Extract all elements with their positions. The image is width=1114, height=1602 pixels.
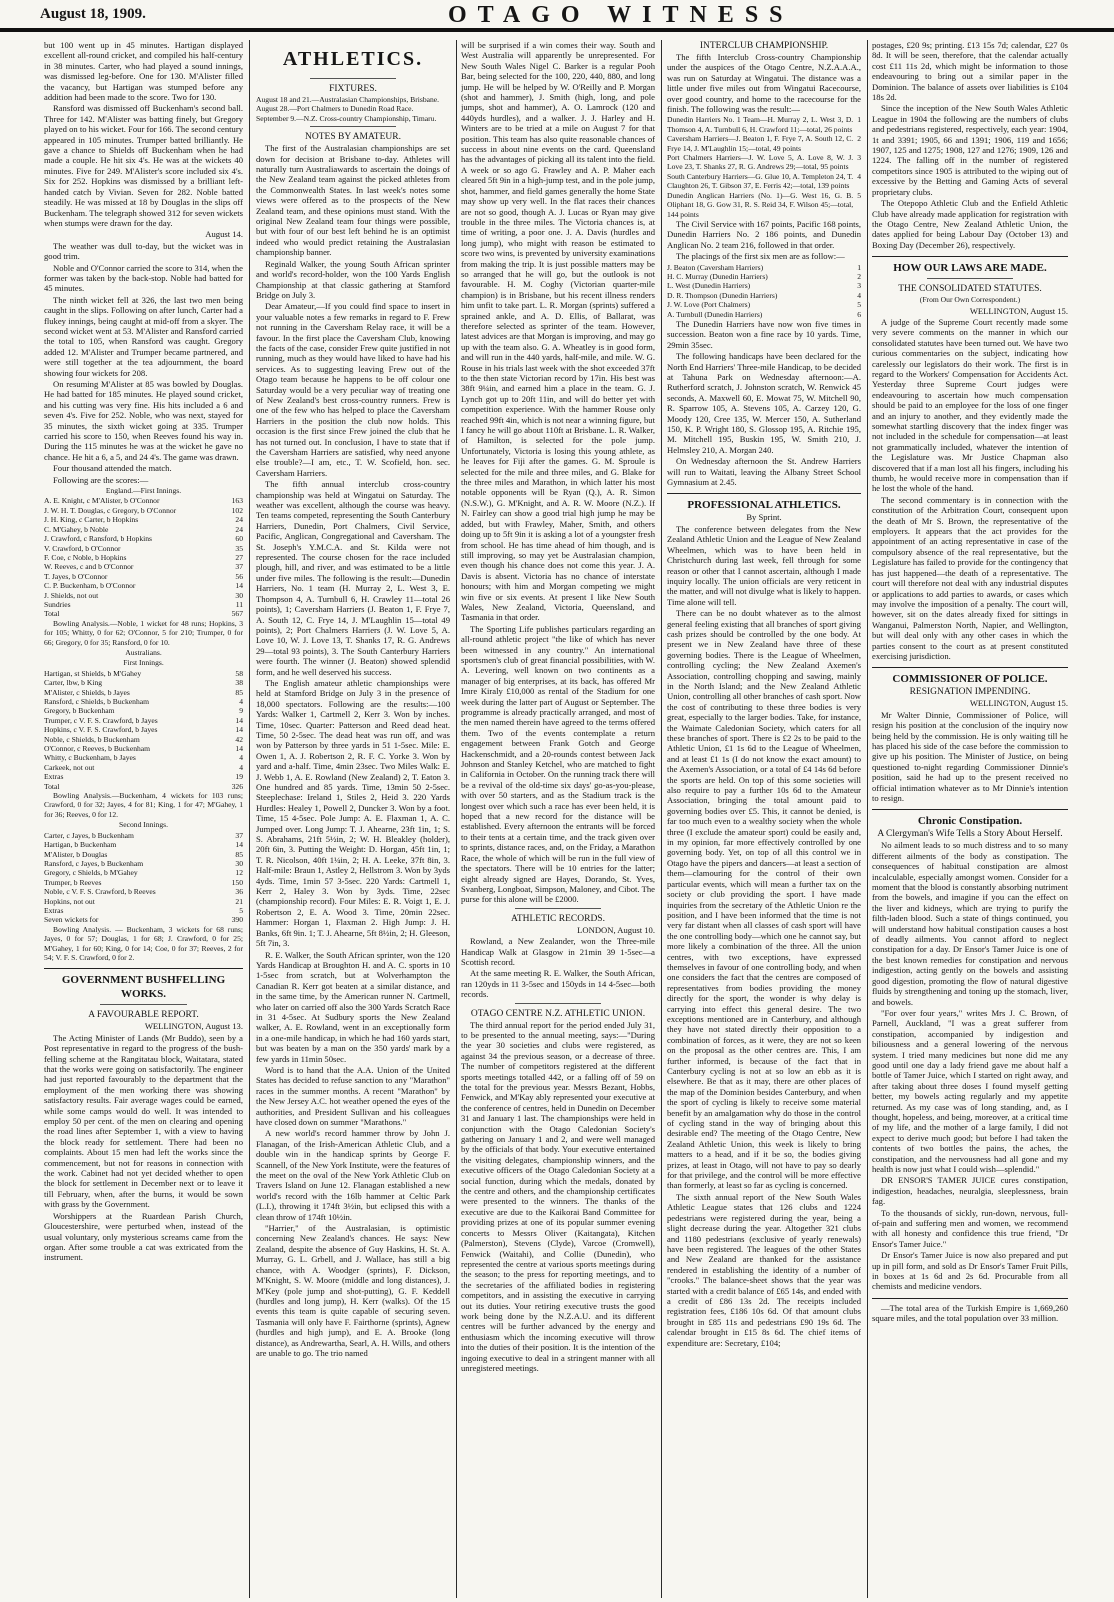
score-row-value: 85 (235, 687, 243, 697)
score-row (44, 600, 243, 609)
article-paragraph: Worshippers at the Ruardean Parish Church, Gloucestershire, were perturbed when, instead of the usual voluntary, only mysterious screams came from the organ. After some trouble a cat was extricated from the instrument. (44, 1210, 243, 1263)
score-row-label: Gregory, b Buckenham (44, 706, 115, 716)
score-row-value: 3 (857, 153, 861, 163)
score-row-label: Hartigan, st Shields, b M'Gahey (44, 668, 142, 678)
score-row (44, 772, 243, 781)
score-row (44, 688, 243, 697)
article-subheadline: RESIGNATION IMPENDING. (909, 687, 1031, 698)
cricket-paragraph: Four thousand attended the match. (53, 463, 172, 474)
score-row (44, 581, 243, 590)
score-row-value: 24 (235, 515, 243, 525)
australia-first-total (44, 782, 243, 791)
score-row (44, 553, 243, 562)
article-headline: HOW OUR LAWS ARE MADE. (893, 262, 1047, 275)
score-row (44, 534, 243, 543)
score-row-value: 5 (857, 300, 861, 310)
score-row-label: Trumper, b Reeves (44, 877, 102, 887)
article-paragraph: Reginald Walker, the young South African sprinter and world's record-holder, won the 100 Yards English Championship at that classic gathering at Stamford Bridge on July 3. (256, 258, 450, 300)
score-row-label: Carkeek, not out (44, 762, 95, 772)
score-row-value: 36 (235, 887, 243, 897)
score-row-label: J. W. Love (Port Chalmers) (667, 300, 751, 310)
score-row (44, 859, 243, 868)
score-row (667, 300, 861, 309)
score-row-value: 4 (239, 753, 243, 763)
score-row-label: Dunedin Anglican Harriers (No. 1)—G. West 16, G. B. Oliphant 18, G. Gow 31, R. S. Reid 34, F. Wilson 45;—total, 144 points (667, 190, 854, 219)
score-row-label: D. R. Thompson (Dunedin Harriers) (667, 290, 778, 300)
advertisement-paragraph: Dr Ensor's Tamer Juice is now also prepared and put up in pill form, and sold as Dr Ensor's Tamer Fruit Pills, in boxes at 1s 6d and 2s 6d. Procurable from all chemists and medicine vendors. (872, 1250, 1068, 1292)
article-paragraph: A new world's record hammer throw by John J. Flanagan, of the Irish-American Athletic Club, and a double win in the handicap sprints by George F. Scannell, of the New York Institute, were the features of the meet on the oval of the New York Athletic Club on Travers Island on June 12. Flanagan established a new world's record with the 16lb hammer at Celtic Park (L.I.), throwing it 174ft 3½in, but eclipsed this with a clean throw of 174ft 10½in. (256, 1128, 450, 1222)
article-paragraph: Dear Amateur,—If you could find space to insert in your valuable notes a few remarks in regard to F. Frew not running in the Caversham Relay race, it will be a favour. In the first place the Caversham Club, knowing the facts of the case, consider Frew quite justified in not running, much as they would have liked to have had his services. As to suggesting leaving Frew out of the Otago team because he happens to be off colour one Saturday would be a very peculiar way of treating one of New Zealand's best cross-country runners. Frew is one of the few who has helped to place the Caversham Harriers in the position the club now holds. This occasion is the first since Frew joined the club that he has not turned out. In conclusion, I have to state that if the Caversham Harriers are satisfied, why need anyone else trouble?—I am, etc., T. W. Scofield, hon. sec. Caversham Harriers. (256, 301, 450, 478)
bowling-analysis: Bowling Analysis. — Buckenham, 3 wickets for 68 runs; Jayes, 0 for 57; Douglas, 1 for 68; J. Crawford, 0 for 25; M'Gahey, 1 for 60; King, 0 for 14; Coe, 0 for 37; Reeves, 2 for 54; V. F. S. Crawford, 0 for 2. (44, 924, 243, 962)
score-row-label: J. W. H. T. Douglas, c Gregory, b O'Connor (44, 505, 177, 515)
score-row (44, 669, 243, 678)
score-row-label: Extras (44, 905, 64, 915)
score-row-label: Caversham Harriers—J. Beaton 1, F. Frye 7, A. South 12, C. Frye 14, J. M'Laughlin 15;—total, 49 points (667, 134, 854, 153)
score-row (667, 263, 861, 272)
cricket-paragraph: Noble and O'Connor carried the score to 314, when the former was taken by the back-stop. Noble had batted for 45 minutes. (44, 262, 243, 294)
dateline: WELLINGTON, August 15. (969, 698, 1068, 709)
score-row-value: 150 (231, 877, 243, 887)
article-paragraph: The fifth annual interclub cross-country championship was held at Wingatui on Saturday. The weather was excellent, although the course was heavy. Ten teams competed, representing the South Canterbury Harriers, Dunedin, Port Chalmers, Civil Service, Pacific, Anglican, Congregational and Caversham. The St. Joseph's Y.M.C.A. and St. Kilda were not represented. The course chosen for the race included plough, hill, and river, and was estimated to be a little under five miles. The following is the result:—Dunedin Harriers, No. 1 team (H. Murray 2, L. West 3, E. Thompson 4, A. Turnbull 6, H. Crawley 11—total 26 points), 1; Caversham Harriers (J. Beaton 1, F. Frye 7, A. South 12, C. Frye 14, J. M'Laughlin 15—total 49 points), 2; Port Chalmers Harriers (J. W. Love 5, A. Love 10, W. J. Love 13, T. Shanks 17, R. G. Andrews 29—total 93 points), 3. The South Canterbury Harriers were fourth. The winner (J. Beaton) showed splendid form, and he well deserved his success. (256, 479, 450, 677)
scorecard-subheading: Second Innings. (119, 820, 168, 830)
score-row (667, 191, 861, 219)
newspaper-title: OTAGO WITNESS (448, 2, 794, 28)
list-item: September 9.—N.Z. Cross-country Championship, Timaru. (256, 113, 437, 123)
score-row-label: Port Chalmers Harriers—J. W. Love 5, A. Love 8, W. J. Love 23, T. Shanks 27, R. G. Andrews 29;—total, 95 points (667, 153, 854, 172)
cricket-paragraph: The weather was dull to-day, but the wicket was in good trim. (44, 240, 243, 262)
score-row-label: J. Crawford, c Ransford, b Hopkins (44, 534, 152, 544)
column-5 (872, 40, 1068, 1598)
score-row (44, 744, 243, 753)
score-row-label: Ransford, c Shields, b Buckenham (44, 697, 150, 706)
score-row-label: Hopkins, c V. F. S. Crawford, b Jayes (44, 725, 158, 735)
score-row (44, 515, 243, 524)
score-row-label: J. Shields, not out (44, 590, 99, 600)
england-scorecard (44, 496, 243, 609)
score-row-label: C. P. Buckenham, b O'Connor (44, 581, 136, 591)
section-rule (872, 667, 1068, 668)
score-row-value: 37 (235, 830, 243, 840)
score-row-value: 9 (239, 706, 243, 716)
headline-rule (927, 278, 1013, 279)
article-paragraph: The Civil Service with 167 points, Pacific 168 points, Dunedin Harriers No. 2 186 points, and Dunedin Anglican No. 2 team 216, followed in that order. (667, 218, 861, 250)
cricket-paragraph: Ransford was dismissed off Buckenham's second ball. Three for 142. M'Alister was batting finely, but Gregory played on to his wicket. Four for 166. The second century appeared in 105 minutes. Trumper batted brilliantly. He gave a chance to Shields off Buckenham when he had made a couple. He hit six 4's. He was at the wickets 40 minutes. Five for 249. M'Alister's score included six 4's. Six for 252. Hopkins was dismissed by a brilliant left-handed catch by Vivian. Seven for 282. Noble batted steadily. He was missed at 18 by Douglas in the slips off Buckenham. The telegraph showed 312 for seven wickets when stumps were drawn for the day. (44, 103, 243, 228)
scorecard-heading: England.—First Innings. (105, 486, 182, 496)
score-row (44, 735, 243, 744)
score-row (44, 840, 243, 849)
article-paragraph: The third annual report for the period ended July 31, to be presented to the annual meeting, says:—"During the year 30 societies and clubs were registered, as against 34 the previous season, or a decrease of three. The number of competitors registered at the different sports meetings totalled 442, or a falling off of 59 on the total for the previous year. Messrs Bezant, Hobbs, Fenwick, and M'Kay ably represented your executive at the conference of centres, held in Dunedin on December 31 and January 1 last. The championships were held in conjunction with the Otago Caledonian Society's gathering on January 1 and 2, and were well managed by the officials of that body. Your executive entertained the visiting delegates, championship winners, and the executive officers of the Otago Caledonian Society at a social function, during which the medals, donated by the centre and others, and the championship certificates were presented to the winners. The thanks of the executive are due to the Kaikorai Band Committee for providing prizes at one of its popular summer evening concerts to Messrs Oliver (Kaitangata), Kitchen (Palmerston), Stevens (Clyde), Varcoe (Cromwell), Fenwick (Waitahi), and Collie (Dunedin), who represented the centre at various sports meetings during the season; to the press for reporting meetings, and to the secretaries of the affiliated bodies in registering competitors, and in assisting the executive in carrying out its duties. Your retiring executive trusts the good work being done by the N.Z.A.U. and its different centres will be further advanced by the energy and enthusiasm which the incoming executive will throw into the duties of their position. It is the intention of the ingoing executive to deal in a stringent manner with all unregistered meetings. (461, 1019, 655, 1373)
score-row (667, 134, 861, 153)
article-paragraph: The English amateur athletic championships were held at Stamford Bridge on July 3 in the presence of 18,000 spectators. Following are the results:—100 Yards: Walker 1, Cartmell 2, Kerr 3. Won by inches. Time, 10sec. Quarter: Patterson and Reed dead heat. Time, 50 2-5sec. The dead heat was run off, and was won by Patterson by three yards in 51 1-5sec. Mile: E. Owen 1, A. J. Robertson 2, R. F. C. Yorke 3. Won by yard and a-half. Time, 4min 23sec. Two Miles Walk: E. J. Webb 1, A. E. Rowland (New Zealand) 2, T. Eaton 3. One hundred and 85 yards. Time, 13min 50 2-5sec. Steeplechase: Ireland 1, Stiles 2, Heid 3. 220 Yards Hurdles: Healey 1, Powell 2, Duncker 3. Won by a foot. Time, 15 4-5sec. Pole Jump: A. E. Flaxman 1, A. C. Jumped over. Long Jump: T. J. Ahearne, 23ft 1in, 1; S. S. Abrahams, 21ft 5½in, 2; W. H. Bleakley (holder), 20ft 6in, 3. Putting the Weight: D. Horgan, 45ft 1in, 1; T. R. Nicolson, 40ft 1¼in, 2; H. A. Leeke, 37ft 8in, 3. Half-mile: Braun 1, Astley 2, Hellstrom 3. Won by 3yds 4yds. Time, 1min 57 3-5sec. 220 Yards: Cartmell 1, Kerr 2, Haley 3. Won by 3yds. Time, 22sec (championship record). Four Miles: E. R. Voigt 1, E. J. Robertson 2, E. A. Wood 3. Time, 20min 22sec. Hammer: Horgan 1, Flaxman 2. High Jump: J. H. Banks, 6ft 9in. 1; T. J. Ahearne, 5ft 8½in, 2; H. Gleeson, 5ft 7in, 3. (256, 677, 450, 949)
score-row (44, 706, 243, 715)
column-1 (44, 40, 250, 1598)
scorecard-subheading: First Innings. (123, 658, 164, 668)
score-row-label: Extras (44, 772, 64, 782)
cricket-paragraph: On resuming M'Alister at 85 was bowled by Douglas. He had batted for 185 minutes. He played sound cricket, and his cutting was very fine. His hits included a 6 and seven 4's. Five for 252. Noble, who was next, stayed for 35 minutes, the sixth wicket going at 335. Trumper carried his score to 150, when Reeves found his way in. During the 115 minutes he was at the wicket he gave no chance. He hit a 6, a 5, and 24 4's. The game was drawn. (44, 379, 243, 462)
score-row (44, 725, 243, 734)
masthead (0, 0, 1114, 44)
score-row (44, 716, 243, 725)
score-row-label: Noble, c Shields, b Buckenham (44, 734, 140, 744)
article-paragraph: The fifth Interclub Cross-country Championship under the auspices of the Otago Centre, N.Z.A.A.A., was run on Saturday at Wingatui. The distance was a little under five miles out from Wingatui Racecourse, over good country, and home to the racecourse for the finish. The following was the result:— (667, 52, 861, 115)
headline-rule (515, 1003, 600, 1004)
advertisement-paragraph: DR ENSOR'S TAMER JUICE cures constipation, indigestion, headaches, neuralgia, sleeplessness, brain fag. (872, 1175, 1068, 1207)
column-3 (461, 40, 662, 1598)
score-row (44, 831, 243, 840)
score-row (667, 272, 861, 281)
advertisement-paragraph: To the thousands of sickly, run-down, nervous, full-of-pain and suffering men and women, we recommend with all honesty and confidence this true friend, "Dr Ensor's Tamer Juice." (872, 1207, 1068, 1249)
score-row-label: South Canterbury Harriers—G. Glue 10, A. Templeton 24, T. Claughton 26, T. Gibson 37, E. Ferris 42;—total, 139 points (667, 171, 854, 191)
article-paragraph: At the same meeting R. E. Walker, the South African, ran 120yds in 11 3-5sec and 150yds in 14 4-5sec—both records. (461, 968, 655, 1000)
dateline: WELLINGTON, August 15. (969, 305, 1068, 316)
cricket-paragraph: but 100 went up in 45 minutes. Hartigan displayed excellent all-round cricket, and compiled his half-century in 38 minutes. Carter, who had played a sound innings, was dismissed leg-before. One for 130. M'Alister filled the vacancy, but Hartigan was stumped before any addition had been made to the score. Two for 130. (44, 40, 243, 103)
score-row-label: Sundries (44, 599, 71, 609)
article-subheadline: THE CONSOLIDATED STATUTES. (898, 284, 1042, 295)
section-rule (872, 256, 1068, 257)
article-paragraph: A judge of the Supreme Court recently made some very severe comments on the manner in which our consolidated statutes have been turned out. We have two curious commentaries on the subject, indicating how carelessly our legislators do their work. The first is in regard to the Workers' Compensation for Accidents Act. Yesterday three Supreme Court judges were endeavouring to ascertain how much compensation should be paid to an employee for the loss of one finger and an injury to another, and they evidently made the somewhat startling discovery that the index finger was not included in the schedule for compensation—at least not grammatically included, whatever the intention of the Legislature was. Mr Justice Chapman also discovered that if a man lost all his fingers, including his thumb, he would receive more in compensation than if he lost the whole of the hand. (872, 316, 1068, 494)
correspondent-note: (From Our Own Correspondent.) (919, 295, 1021, 305)
list-item: August 18 and 21.—Australasian Championships, Brisbane. (256, 95, 440, 104)
article-paragraph: R. E. Walker, the South African sprinter, won the 120 Yards Handicap at Broughton H. and A. C. sports in 10 1-5sec from scratch, but at Wolverhampton the Canadian R. Kerr got beaten at a similar distance, and in the same time, by the American runner N. Cartmell, who later on carried off also the 300 Yards Scratch Race in 31 4-5sec. At Sudbury sports the New Zealand walker, A. E. Rowland, went in an exceptionally form in a one-mile handicap, in which he had 160 yards start, but was beaten by a man on the 350 yards' mark by a few yards in 11min 50sec. (256, 949, 450, 1064)
article-paragraph: On Wednesday afternoon the St. Andrew Harriers will run to Waitati, leaving the Albany Street School Gymnasium at 2.45. (667, 456, 861, 488)
score-row (667, 310, 861, 319)
score-row-value: 56 (235, 571, 243, 581)
score-row (44, 591, 243, 600)
score-row-value: 14 (235, 840, 243, 850)
team-results (667, 115, 861, 218)
column-2 (256, 40, 457, 1598)
section-title: ATHLETICS. (282, 48, 424, 70)
article-paragraph: The Acting Minister of Lands (Mr Buddo), seen by a Post representative in regard to the progress of the bush-felling scheme at the Rangitatau block, Waitatara, stated that the works were going on satisfactorily. The engineer had just reported favourably to the department that the employment of the men working there was showing satisfactory results. Fair average wages could be earned, while some camps would do well. It was intended to employ 50 per cent. of the men on clearing and opening the road lines after September 1, with a view to having the block ready for settlement. There had been no complaints. About 15 men had left the works since the commencement, but not for reasons in connection with the work. Cabinet had not yet decided whether to open the block for settlement in December next or to leave it till February, when, after the burns, it would be sown with grass by the Government. (44, 1032, 243, 1210)
section-rule (872, 809, 1068, 810)
score-row (44, 868, 243, 877)
fixtures-list (256, 95, 450, 123)
article-paragraph: The second commentary is in connection with the constitution of the Arbitration Court, consequent upon the death of Mr S. Brown, the representative of the employers. It appears that the act provides for the appointment of an acting representative in case of the compulsory absence of the real representative, but the Legislature has failed to provide for the contingency that has just happened—the death of a representative. The court will therefore not deal with any industrial disputes or applications to add parties to awards, or cases which may involve the imposition of a penalty. The court will, however, sit on the dates already fixed for sittings in Wanganui, Palmerston North, Napier, and Wellington, but will deal only with any other cases in which the parties consent to the court as at present constituted exercising jurisdiction. (872, 494, 1068, 661)
article-paragraph: Rowland, a New Zealander, won the Three-mile Handicap Walk at Glasgow in 21min 39 1-5sec—a Scottish record. (461, 936, 655, 967)
dateline: August 14. (205, 229, 243, 240)
byline: By Sprint. (746, 512, 782, 523)
article-paragraph: Word is to hand that the A.A. Union of the United States has decided to refuse sanction to any "Marathon" races in the summer months. A recent "Marathon" by the New Jersey A.C. hot weather opened the eyes of the authorities, and President Sullivan and his colleagues have closed down on summer "Marathons." (256, 1064, 450, 1127)
score-row-label: Trumper, c V. F. S. Crawford, b Jayes (44, 715, 158, 725)
score-row-label: Carter, c Jayes, b Buckenham (44, 830, 134, 840)
headline-rule (515, 908, 600, 909)
article-paragraph: postages, £20 9s; printing. £13 15s 7d; calendar, £27 0s 8d. It will be seen, therefore, that the calendar actually cost £11 11s 2d, which might be information to those endeavouring to bring out a similar paper in the Dominion. The balance of assets over liabilities is £104 18s 2d. (872, 40, 1068, 103)
advertisement-paragraph: No ailment leads to so much distress and to so many different ailments of the body as constipation. The consequences of habitual constipation are almost incalculable, especially amongst women. Consider for a moment that the blood is constantly absorbing nutriment from the bowels, and imagine if you can the effect on the liver and kidneys, which are trying to purify the filth-laden blood. Such a state of things continued, you will understand how habitual constipation causes a host of deadly ailments. You cannot afford to neglect constipation for a day. Dr Ensor's Tamer Juice is one of the best known remedies for constipation and nervous indigestion, acting gently on the bowels and assisting good digestion, promoting the flow of natural digestive fluids by strengthening and toning up the stomach, liver, and bowels. (872, 840, 1068, 1007)
score-row-value: 19 (235, 772, 243, 782)
score-row (44, 897, 243, 906)
bowling-analysis: Bowling Analysis.—Buckenham, 4 wickets for 103 runs; Crawford, 0 for 32; Jayes, 4 for 81; King, 1 for 47; M'Gahey, 1 for 36; Reeves, 0 for 12. (44, 791, 243, 819)
score-row-value: 1 (857, 115, 861, 125)
article-subheadline: A FAVOURABLE REPORT. (88, 1010, 199, 1021)
score-row-label: J. Beaton (Caversham Harriers) (667, 262, 764, 272)
total-row-label: Total (44, 609, 60, 619)
score-row-value: 3 (857, 281, 861, 291)
score-row-value: 30 (235, 858, 243, 868)
score-row (44, 496, 243, 505)
score-row-label: Hopkins, not out (44, 896, 95, 906)
score-row-value: 30 (235, 590, 243, 600)
score-row-label: M'Alister, c Shields, b Jayes (44, 687, 130, 697)
score-row (667, 291, 861, 300)
headline-rule (100, 1004, 188, 1005)
score-row-value: 14 (235, 581, 243, 591)
article-headline: GOVERNMENT BUSHFELLING WORKS. (61, 974, 226, 1001)
score-row-value: 163 (231, 496, 243, 506)
score-row-value: 12 (235, 868, 243, 878)
score-row (44, 678, 243, 687)
score-row (44, 697, 243, 706)
score-row (667, 115, 861, 134)
australia-first-innings (44, 669, 243, 782)
score-row-label: Whitty, c Buckenham, b Jayes (44, 753, 136, 763)
headline-rule (310, 78, 395, 79)
score-row-value: 102 (231, 505, 243, 515)
score-row-label: A. Turnbull (Dunedin Harriers) (667, 309, 763, 319)
score-row-label: T. Jayes, b O'Connor (44, 571, 108, 581)
score-row (667, 153, 861, 172)
score-row (44, 906, 243, 915)
score-row-value: 2 (857, 271, 861, 281)
score-row-value: 35 (235, 543, 243, 553)
score-row-label: Gregory, c Shields, b M'Gahey (44, 868, 138, 878)
score-row-value: 85 (235, 849, 243, 859)
masthead-rule (0, 28, 1114, 32)
score-row (44, 878, 243, 887)
score-row-label: L. West (Dunedin Harriers) (667, 281, 751, 291)
score-row (667, 172, 861, 191)
article-paragraph: The following handicaps have been declared for the North End Harriers' Three-mile Handicap, to be decided at Tahuna Park on Wednesday afternoon:—A. Rutherford scratch, J. Johnston scratch, W. Renwick 45 seconds, A. Maxwell 60, E. Mowat 75, W. Mitchell 90, R. Sparrow 105, A. Stevens 105, A. Carzey 120, G. Moody 120, Cree 135, W. Mercer 150, A. Sutherland 150, K. P. Wright 180, S. Glossop 195, A. Ritchie 195, M. Mitchell 195, Buskin 195, W. Smith 210, J. Helmsley 210, A. Morgan 240. (667, 351, 861, 455)
score-row-value: 60 (235, 534, 243, 544)
score-row (44, 753, 243, 762)
article-headline: INTERCLUB CHAMPIONSHIP. (699, 41, 829, 51)
australia-second-innings (44, 831, 243, 916)
score-row-value: 14 (235, 725, 243, 735)
score-row-label: F. Coe, c Noble, b Hopkins (44, 552, 127, 562)
score-row (44, 887, 243, 896)
score-row-label: V. Crawford, b O'Connor (44, 543, 121, 553)
article-paragraph: The placings of the first six men are as follow:— (676, 251, 845, 262)
cricket-paragraph: Following are the scores:— (53, 474, 149, 485)
score-row-label: Noble, c V. F. S. Crawford, b Reeves (44, 887, 156, 897)
score-row-value: 2 (857, 134, 861, 144)
article-paragraph: The Otepopo Athletic Club and the Enfield Athletic Club have already made application for registration with the Otago Centre, New Zealand Athletic Union, the dates applied for being Labour Day (October 13) and Boxing Day (December 26), respectively. (872, 198, 1068, 250)
fixtures-heading: FIXTURES. (329, 84, 377, 94)
score-row (44, 525, 243, 534)
total-row-value: 326 (231, 781, 243, 791)
advertisement-subheadline: A Clergyman's Wife Tells a Story About Herself. (877, 829, 1063, 840)
notes-heading: NOTES BY AMATEUR. (305, 132, 401, 143)
score-row-value: 37 (235, 562, 243, 572)
score-row-value: 6 (857, 309, 861, 319)
bowling-analysis: Bowling Analysis.—Noble, 1 wicket for 48 runs; Hopkins, 3 for 105; Whitty, 0 for 62; O'Connor, 5 for 210; Trumper, 0 for 66; Gregory, 0 for 35; Ransford, 0 for 10. (44, 618, 243, 647)
score-row-label: Carter, lbw, b King (44, 678, 103, 688)
score-row-value: 1 (857, 262, 861, 272)
score-row-value: 14 (235, 744, 243, 754)
total-row (44, 915, 243, 924)
score-row-value: 58 (235, 668, 243, 678)
scorecard-heading: Australians. (125, 647, 162, 657)
score-row-value: 14 (235, 715, 243, 725)
advertisement-headline: Chronic Constipation. (917, 815, 1023, 828)
headline-rule (310, 126, 395, 127)
article-paragraph: The sixth annual report of the New South Wales Athletic League states that 126 clubs and 1224 pedestrians were registered during the year, being a slight decrease during the year. Altogether 321 clubs and 1180 pedestrians (exclusive of yearly renewals) have been registered. The leagues of the other States and New Zealand are thanked for the assistance rendered in establishing the identity of a number of "crooks." The balance-sheet shows that the year was started with a credit balance of £65 14s, and ended with a credit of £86 13s 2d. The receipts included registration fees, £186 10s 6d. Of that amount clubs brought in £85 11s and pedestrians £90 19s 6d. The calendar brought in £15 8s 6d. The chief items of expenditure are: Secretary, £104; (667, 1191, 861, 1348)
article-paragraph: The first of the Australasian championships are set down for decision at Brisbane to-day. Athletes will naturally turn Australiawards to ascertain the doings of the New Zealand team against the picked athletes from the Commonwealth States. In last week's notes some views were offered as to the prospects of the New Zealand team, and these opinions must stand. With the original New Zealand team four things were possible, but with four of our best left behind he is an optimist indeed who would predict retaining the Australasian championship banner. (256, 143, 450, 258)
article-headline: COMMISSIONER OF POLICE. (892, 673, 1048, 686)
australia-second-total (44, 915, 243, 924)
article-headline: OTAGO CENTRE N.Z. ATHLETIC UNION. (470, 1008, 646, 1019)
score-row-label: W. Reeves, c and b O'Connor (44, 562, 134, 572)
score-row-value: 4 (239, 697, 243, 706)
score-row-value: 11 (235, 599, 243, 609)
article-paragraph: The Sporting Life publishes particulars regarding an all-round athletic project "the like of which has never been witnessed in any country." An international sportsmen's club of great financial possibilities, with W. A. Levering, well known on two continents as a manager of big enterprises, at its back, has offered Mr Imre Kiraly £10,000 as rental of the Stadium for one week during the latter part of August or September. The programme is already practically arranged, and most of the men named therein have agreed to the terms offered them. Two of the events contemplate a return engagement between Frank Gotch and George Hackenschmidt, and a 20-rounds contest between Jack Johnson and Stanley Ketchel, who are matched to fight in California in October. On the running track there will be a revival of the old-time six days' go-as-you-please, with over 50 starters, and as the Stadium track is the longest over which such a race has ever been held, it is hoped that a new record for the distance will be established. Every afternoon the entrants will be forced to their tents at a certain time, and the track given over to sprints, distance races, and, on the Friday, a Marathon Race, the whole of which will be run in the full view of the spectators. There will be 10 entries for the latter; eight already signed are Hayes, Dorando, St. Yves, Svanberg, Longboat, Simpson, Maloney, and Cibot. The purse for this alone will be £2000. (461, 623, 655, 905)
score-row (667, 281, 861, 290)
score-row-label: J. H. King, c Carter, b Hopkins (44, 515, 139, 525)
score-row-value: 21 (235, 896, 243, 906)
article-paragraph: There can be no doubt whatever as to the almost general feeling existing that all branches of sport giving cash prizes should be controlled by the one body. At present we in New Zealand have three of these governing bodies. There is the League of Wheelmen, controlling cycling; the New Zealand Axemen's Association, controlling chopping and sawing, mainly in the North Island; and the New Zealand Athletic Union, controlling all other branches of cash sport. Now the cost of contributing to these three bodies is very great, especially to the larger bodies. Take, for instance, the Waimate Caledonian Society, which caters for all these branches of sport. There is £2 2s to be paid to the Athletic Union, £1 1s 6d to the League of Wheelmen, and at least £1 1s (I do not know the exact amount) to the Axemen's Association, or a total of £4 14s 6d before the sports are held. On top of this some societies will also require to pay a further 10s 6d to the Amateur Association, bringing the total amount paid to governing bodies over £5. This, it cannot be denied, is far too much even to a wealthy society when the whole three (I exclude the amateur sport) could be easily and, in my opinion, far more effectively controlled by one governing body. Yet, on top of all this control we in Otago have the pipers and dancers—at least a section of them—clamouring for the control of their own particular events, which will mean a further tax on the society or club providing the sport. I have made inquiries from the secretary of the Athletic Union re the position, and I have been informed that the time is not very far distant when all classes of cash sport will have the one controlling body—which one he cannot say, but more likely a combination of the three. All the union centres, with two exceptions, have expressed themselves in favour of one controlling body, and when one considers the fact that the centres are composed of representatives from bodies providing the money directly for the sport, the wonder is why delay is carrying into effect this general desire. The two exceptions mentioned are in Canterbury, and although they have not stated directly their opposition to a combination of forces, as it were, they are not so keen on the proposal as the other centres are. This, I am further informed, is because of the fact that in Canterbury cycling is not at so low an ebb as it is elsewhere. Be that as it may, there are other places of the map of the Dominion besides Canterbury, and when the sport of cycling is likely to receive some material benefit by an amalgamation why do those in the control of cycling stand in the way of bringing about this desirable end? The meeting of the Otago Centre, New Zealand Athletic Union, this week is likely to bring matters to a head, and if it be so, the bodies giving prizes, at least in Otago, will not have to pay so dearly for that privilege, and the control will be more effective than formerly, at least so far as cycling is concerned. (667, 608, 861, 1191)
total-row-value: 390 (231, 915, 243, 925)
score-row-label: H. C. Murray (Dunedin Harriers) (667, 271, 768, 281)
column-4 (667, 40, 868, 1598)
section-rule (44, 968, 243, 969)
score-row-label: A. E. Knight, c M'Alister, b O'Connor (44, 496, 160, 506)
score-row-value: 4 (239, 762, 243, 772)
article-paragraph: The Dunedin Harriers have now won five times in succession. Beaton won a fine race by 10 yards. Time, 29min 35sec. (667, 318, 861, 350)
article-headline: PROFESSIONAL ATHLETICS. (687, 499, 841, 512)
article-headline: ATHLETIC RECORDS. (511, 913, 605, 924)
article-paragraph: will be surprised if a win comes their way. South and West Australia will apparently be unrepresented. For New South Wales Nigel C. Barker is a regular Pooh Bar, being selected for the 100, 220, 440, 880, and long jump. He will be helped by W. O'Reilly and P. Morgan (shot and hammer), J. Smith (high, long, and pole jumps, shot and hammer), A. O. Lamrock (120 and 440yds hurdles), and a walker. J. J. Harley and H. Winters are to be tried at a mile on August 7 for that position. This team has also quite reasonable chances of success in about nine events on the card. Queensland has the advantages of picking all its talent into the field. A week or so ago G. Frawley and A. P. Maher each cleared 5ft 9in in a high-jump test, and in the pole jump, shot, hammer, and field games generally the home State may show up very well. In the flat races their chances are not so good, though A. J. Lucas or Ryan may give trouble in the three miles. The Victoria chances is, at time of writing, a poor one. J. A. Davis (hurdles and long jump), who might with reason be estimated to score two wins, is prevented by university examinations from making the trip. It is just possible matters may be so arranged that he will go, but the outlook is not favourable. H. M. Coghy (Victorian quarter-mile champion) is in Brisbane, but his recent illness renders him unfit to take part. L. R. Morgan (sprints) suffered a sprained ankle, and A. D. Ellis, of Ballarat, was therefore selected as sprinter of the team. However, latest advices are that Morgan is improving, and may go up with the team also. G. A. Wheatley is in good form, and will run in the 440 yards, half-mile, and mile. W. G. Rouse in his trials last week with the shot exceeded 37ft to the then state Victorian record by 17in. His best was 38ft 9¼in, and earned him a place in the team. G. J. Lynch got up to 20ft 11in, and will do better yet with competition experience. With the hammer Rouse only reached 99ft 4in, which is not near a winning figure, but I fancy he will go about 110ft at Brisbane. L. R. Walker, of Hamilton, is selected for the pole jump. Unfortunately, Victoria is losing this young athlete, as he leaves for Fiji after the games. G. M. Sproule is selected for the mile and three miles, and G. Blake for the three miles and Marathon, in which latter his most notable opponents will be Ryan (Q.), A. R. Simon (N.S.W.), G. M'Knight, and A. R. W. Moore (N.Z.). If N. Fairley can show a good trial high jump he may be added, but with Frawley, Maher, Smith, and others doing up to 5ft 9in it is asking a lot of a youngster fresh from school. He has time ahead of him though, and is still improving, so may yet be Australasian champion, even though his chance does not come this year. J. A. Davis is absent. Victoria has no chance of interstate honours; with him and Morgan competing we might win five or six events. At present I like New South Wales, New Zealand, Victoria, Queensland, and Tasmania in that order. (461, 40, 655, 623)
total-row-label: Total (44, 781, 60, 791)
score-row (44, 572, 243, 581)
cricket-paragraph: The ninth wicket fell at 326, the last two men being caught in the slips. Following on after lunch, Carter had a flukey innings, being caught at mid-off from a skyer. The second wicket went at 53. M'Alister and Ransford carried the total to 105, when Ransford was caught. Gregory added 12. M'Alister and Trumper became partnered, and were still together at the tea adjournment, the board showing four wickets for 208. (44, 294, 243, 378)
advertisement-paragraph: "For over four years," writes Mrs J. C. Brown, of Parnell, Auckland, "I was a great sufferer from constipation, accompanied by indigestion and biliousness and a general lowering of the nervous system. I tried many medicines but none did me any good until one day a lady friend gave me about half a bottle of Tamer Juice, which I started on right away, and after taking about three doses I found myself getting better, my bowels acting regularly and my appetite returned. As my case was of long standing, and, as I thought, hopeless, and being, moreover, at a critical time of my life, and the mother of a large family, I did not expect to derive much good; but before I had taken the contents of two bottles the pains, the aches, the constipation, and the nervousness had all gone and my health is now just what I could wish—splendid." (872, 1007, 1068, 1174)
score-row-value: 4 (857, 290, 861, 300)
score-row-value: 24 (235, 524, 243, 534)
section-rule (667, 493, 861, 494)
dateline: LONDON, August 10. (577, 924, 655, 935)
score-row-value: 5 (857, 190, 861, 200)
issue-date: August 18, 1909. (40, 6, 146, 22)
news-snippet: —The total area of the Turkish Empire is 1,669,260 square miles, and the total population over 33 million. (872, 1302, 1068, 1324)
article-paragraph: Mr Walter Dinnie, Commissioner of Police, will resign his position at the conclusion of the inquiry now being held by the commission. He is only waiting till he has placed his side of the case before the commission to give up his position. The Minister of Justice, on being questioned to-night regarding Commissioner Dinnie's position, said he had up to the present received no official intimation whatever as to Mr Dinnie's intention to resign. (872, 709, 1068, 803)
individual-placings (667, 263, 861, 319)
total-row-label: Seven wickets for (44, 915, 99, 925)
total-row (44, 782, 243, 791)
score-row-label: Dunedin Harriers No. 1 Team—H. Murray 2, L. West 3, D. Thomson 4, A. Turnbull 6, H. Crawford 11;—total, 26 points (667, 115, 854, 134)
score-row-label: M'Alister, b Douglas (44, 849, 108, 859)
score-row-value: 38 (235, 678, 243, 688)
total-row (44, 609, 243, 618)
score-row-label: C. M'Gahey, b Noble (44, 524, 109, 534)
england-total (44, 609, 243, 618)
score-row (44, 506, 243, 515)
score-row-value: 27 (235, 552, 243, 562)
article-paragraph: Since the inception of the New South Wales Athletic League in 1904 the following are the numbers of clubs and pedestrians registered, respectively, each year: 1904, 1t and 3391; 1905, 66 and 1391; 1906, 119 and 1656; 1907, 125 and 1275; 1908, 127 and 1276; 1909, 126 and 1224. The falling off in the number of registered competitors since 1905 is attributed to the wiping out of excessive by the Betting and Gaming Acts of several proprietary clubs. (872, 103, 1068, 197)
score-row-value: 4 (857, 171, 861, 181)
total-row-value: 567 (231, 609, 243, 619)
article-paragraph: "Harrier," of the Australasian, is optimistic concerning New Zealand's chances. He says: New Zealand, despite the absence of Guy Haskins, H. St. A. Murray, G. L. Grbell, and J. Wallace, has still a big chance, with A. Woodger (sprints), F. Dickson, M'Knight, S. W. Moore (middle and long distances), J. M'Key (pole jump and shot-putting), G. F. Keddell (hurdles and long jump), H. Kerr (walks). Of the 15 events this team is quite capable of securing seven. Tasmania will only have F. Fairthorne (sprints), Agnew (hurdles and high jump), and E. A. Brooke (long distance), as Andrewartha, Searl, A. H. Wills, and others are unable to go. The trio named (256, 1223, 450, 1358)
score-row-label: Ransford, c Jayes, b Buckenham (44, 858, 144, 868)
section-rule (872, 1298, 1068, 1299)
article-paragraph: The conference between delegates from the New Zealand Athletic Union and the League of New Zealand Wheelmen, which was to have been held in Christchurch during last week, fell through for some reason or other that I cannot ascertain, although I made inquiry locally. The union officials are very reticent in the matter, and will not divulge what is likely to happen. Time alone will tell. (667, 523, 861, 607)
list-item: August 28.—Port Chalmers to Dunedin Road Race. (256, 104, 414, 114)
score-row-value: 5 (239, 905, 243, 915)
score-row (44, 850, 243, 859)
score-row-label: Hartigan, b Buckenham (44, 840, 117, 850)
score-row (44, 544, 243, 553)
score-row (44, 763, 243, 772)
score-row (44, 562, 243, 571)
score-row-value: 42 (235, 734, 243, 744)
score-row-label: O'Connor, c Reeves, b Buckenham (44, 744, 151, 754)
dateline: WELLINGTON, August 13. (144, 1021, 243, 1032)
